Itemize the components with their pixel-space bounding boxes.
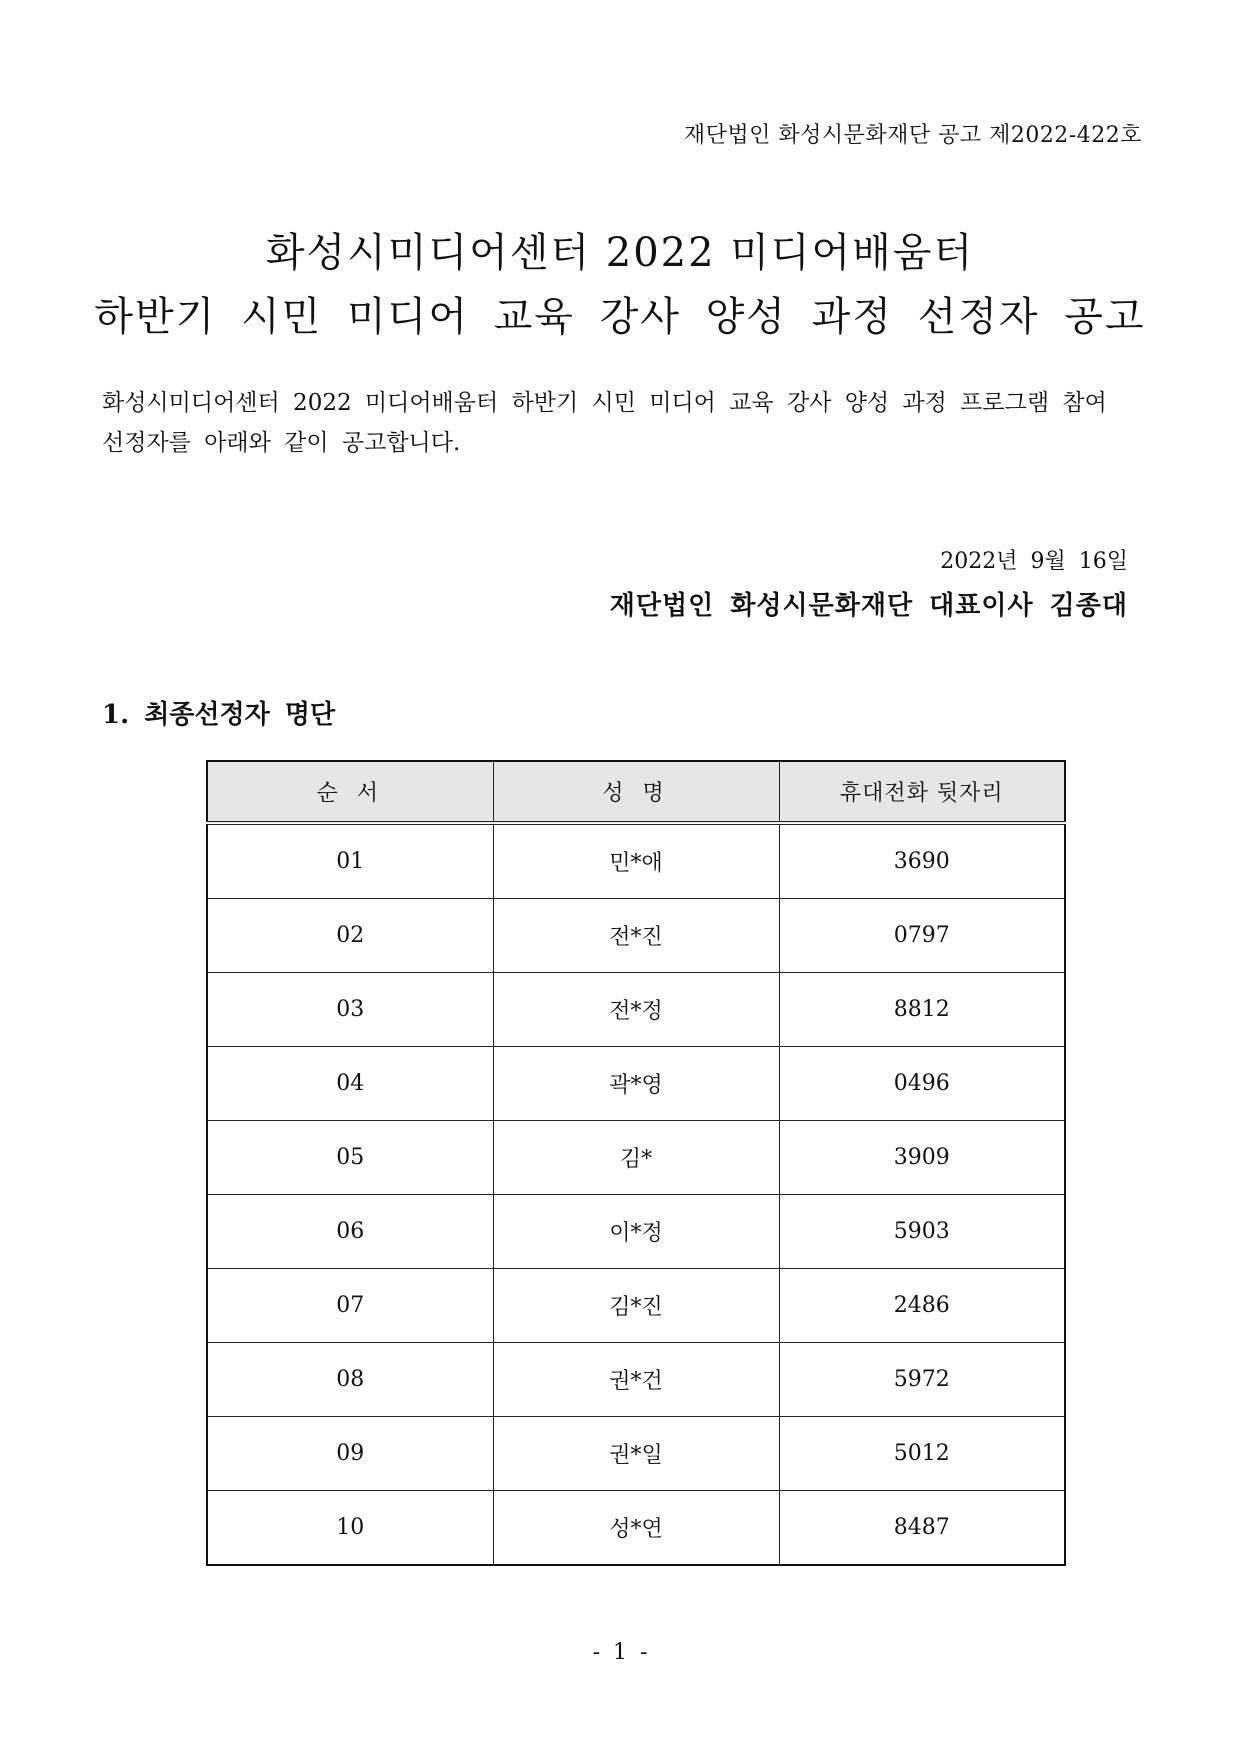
table-row: [207, 1491, 1065, 1566]
announcement-date: 2022년 9월 16일: [940, 549, 1128, 574]
cell-order: 08: [207, 1343, 493, 1417]
page-title-line-2: 하반기 시민 미디어 교육 강사 양성 과정 선정자 공고: [94, 294, 1146, 340]
cell-phone-digits: 8812: [779, 973, 1065, 1047]
table-row: [207, 1417, 1065, 1491]
table-row: [207, 1269, 1065, 1343]
cell-name: 권*일: [493, 1417, 779, 1491]
cell-phone-digits: 3690: [779, 823, 1065, 899]
signatory: 재단법인 화성시문화재단 대표이사 김종대: [609, 591, 1128, 621]
table-row: [207, 1195, 1065, 1269]
page-title-line-1: 화성시미디어센터 2022 미디어배움터: [265, 230, 975, 276]
cell-name: 김*진: [493, 1269, 779, 1343]
cell-phone-digits: 3909: [779, 1121, 1065, 1195]
selectee-table: [206, 760, 1066, 1566]
column-header-order: 순 서: [207, 761, 493, 823]
cell-name: 권*건: [493, 1343, 779, 1417]
cell-name: 이*정: [493, 1195, 779, 1269]
document-number: 재단법인 화성시문화재단 공고 제2022-422호: [683, 123, 1142, 148]
column-header-phone-digits: 휴대전화 뒷자리: [779, 761, 1065, 823]
cell-order: 07: [207, 1269, 493, 1343]
page-number: - 1 -: [592, 1640, 648, 1665]
cell-name: 성*연: [493, 1491, 779, 1566]
table-row: [207, 1343, 1065, 1417]
table-row: [207, 1121, 1065, 1195]
table-row: [207, 973, 1065, 1047]
intro-paragraph: 화성시미디어센터 2022 미디어배움터 하반기 시민 미디어 교육 강사 양성 과정 프로그램 참여 선정자를 아래와 같이 공고합니다.: [102, 390, 1107, 456]
cell-phone-digits: 0496: [779, 1047, 1065, 1121]
cell-phone-digits: 0797: [779, 899, 1065, 973]
cell-order: 01: [207, 823, 493, 899]
cell-name: 전*진: [493, 899, 779, 973]
table-row: [207, 1047, 1065, 1121]
table-header: [207, 761, 1065, 823]
cell-phone-digits: 5903: [779, 1195, 1065, 1269]
table-body: [207, 823, 1065, 1565]
cell-order: 04: [207, 1047, 493, 1121]
cell-name: 곽*영: [493, 1047, 779, 1121]
cell-order: 06: [207, 1195, 493, 1269]
cell-name: 전*정: [493, 973, 779, 1047]
cell-phone-digits: 5012: [779, 1417, 1065, 1491]
cell-order: 03: [207, 973, 493, 1047]
cell-phone-digits: 8487: [779, 1491, 1065, 1566]
cell-phone-digits: 5972: [779, 1343, 1065, 1417]
table-header-row: [207, 761, 1065, 823]
table-row: [207, 899, 1065, 973]
cell-name: 김*: [493, 1121, 779, 1195]
cell-order: 10: [207, 1491, 493, 1566]
section-heading: 1. 최종선정자 명단: [102, 700, 336, 730]
cell-name: 민*애: [493, 823, 779, 899]
cell-order: 05: [207, 1121, 493, 1195]
cell-order: 02: [207, 899, 493, 973]
column-header-name: 성 명: [493, 761, 779, 823]
table-row: [207, 823, 1065, 899]
cell-phone-digits: 2486: [779, 1269, 1065, 1343]
cell-order: 09: [207, 1417, 493, 1491]
